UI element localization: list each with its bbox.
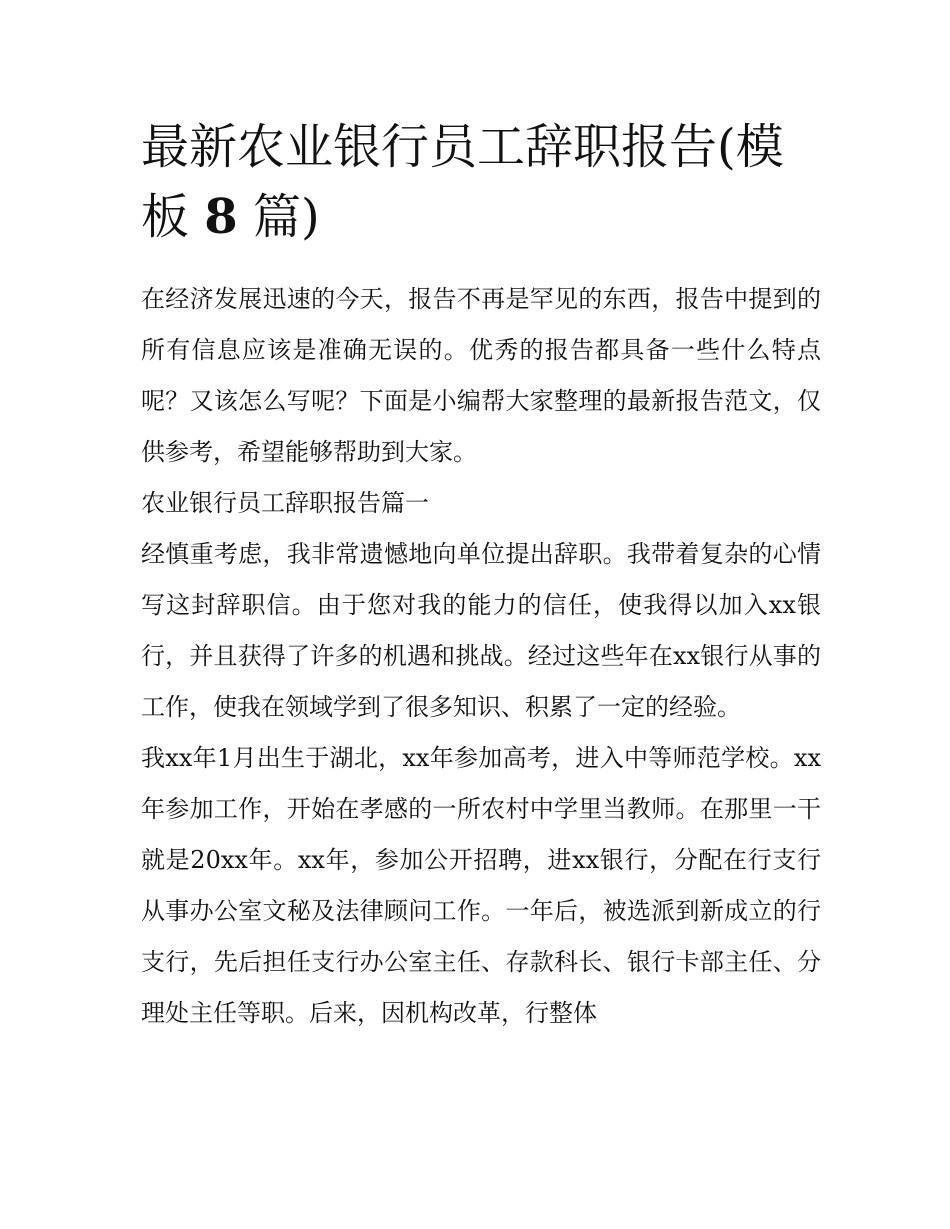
section-heading: 农业银行员工辞职报告篇一	[141, 489, 429, 517]
title-number: 8	[204, 189, 238, 245]
body-paragraph: 经慎重考虑，我非常遗憾地向单位提出辞职。我带着复杂的心情写这封辞职信。由于您对我的能力的信任，使我得以加入xx银行，并且获得了许多的机遇和挑战。经过这些年在xx银行从事的工作，使我在领域学到了很多知识、积累了一定的经验。	[141, 540, 821, 721]
document-page	[141, 112, 821, 1039]
intro-paragraph: 在经济发展迅速的今天，报告不再是罕见的东西，报告中提到的所有信息应该是准确无误的。优秀的报告都具备一些什么特点呢？又该怎么写呢？下面是小编帮大家整理的最新报告范文，仅供参考，希望能够帮助到大家。	[141, 285, 821, 466]
document-title	[141, 112, 821, 252]
title-text-part1-cont: 板	[141, 189, 205, 245]
body-paragraph: 我xx年1月出生于湖北，xx年参加高考，进入中等师范学校。xx年参加工作，开始在孝感的一所农村中学里当教师。在那里一干就是20xx年。xx年，参加公开招聘，进xx银行，分配在行支行从事办公室文秘及法律顾问工作。一年后，被选派到新成立的行支行，先后担任支行办公室主任、存款科长、银行卡部主任、分理处主任等职。后来，因机构改革，行整体	[141, 744, 821, 1027]
title-text-part2: 篇)	[252, 189, 320, 245]
title-text-part1: 最新农业银行员工辞职报告(模	[141, 119, 784, 175]
document-body	[141, 274, 821, 1039]
